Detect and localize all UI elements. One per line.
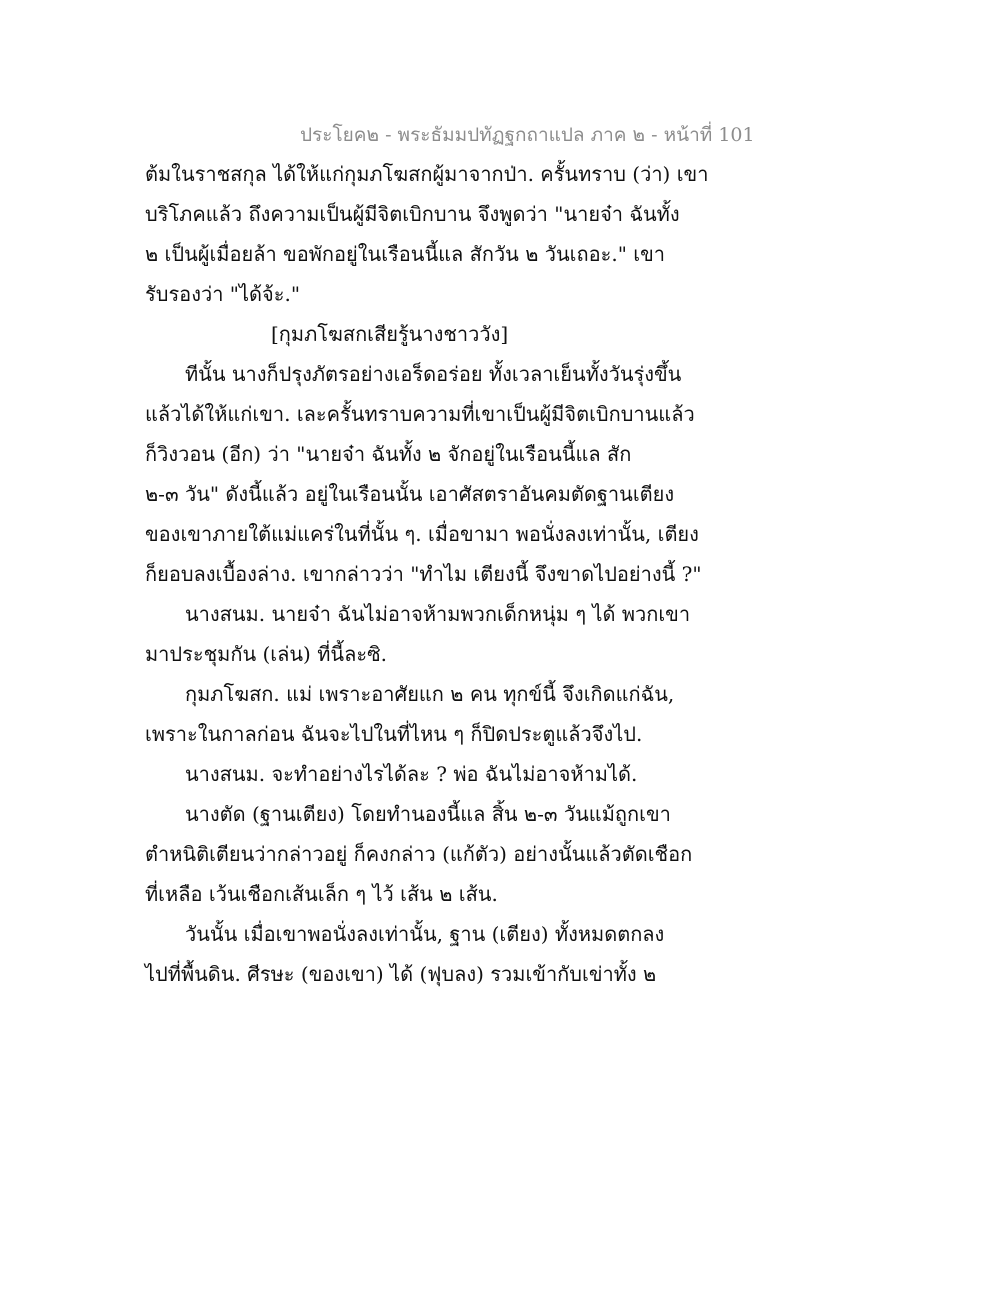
text-line: ของเขาภายใต้แม่แคร่ในที่นั้น ๆ. เมื่อขามา พอนั่งลงเท่านั้น, เตียง — [145, 522, 699, 546]
text-line: บริโภคแล้ว ถึงความเป็นผู้มีจิตเบิกบาน จึงพูดว่า "นายจ๋า ฉันทั้ง — [145, 202, 680, 226]
text-line: แล้วได้ให้แก่เขา. เละครั้นทราบความที่เขาเป็นผู้มีจิตเบิกบานแล้ว — [145, 402, 695, 426]
text-line: รับรองว่า "ได้จ้ะ." — [145, 282, 301, 306]
paragraph-start: นางสนม. นายจ๋า ฉันไม่อาจห้ามพวกเด็กหนุ่ม ๆ ได้ พวกเขา — [185, 602, 691, 626]
paragraph-start: วันนั้น เมื่อเขาพอนั่งลงเท่านั้น, ฐาน (เตียง) ทั้งหมดตกลง — [185, 922, 665, 946]
paragraph-start: นางสนม. จะทำอย่างไรได้ละ ? พ่อ ฉันไม่อาจห้ามได้. — [185, 762, 638, 786]
text-line: มาประชุมกัน (เล่น) ที่นี้ละซิ. — [145, 642, 388, 666]
text-line: ตำหนิติเตียนว่ากล่าวอยู่ ก็คงกล่าว (แก้ตัว) อย่างนั้นแล้วตัดเชือก — [145, 842, 693, 866]
running-header: ประโยค๒ - พระธัมมปทัฏฐกถาแปล ภาค ๒ - หน้าที่ 101 — [300, 124, 755, 146]
text-line: ๒-๓ วัน" ดังนี้แล้ว อยู่ในเรือนนั้น เอาศัสตราอันคมตัดฐานเตียง — [145, 482, 675, 506]
body-text — [145, 154, 709, 994]
text-line: ก็วิงวอน (อีก) ว่า "นายจ๋า ฉันทั้ง ๒ จักอยู่ในเรือนนี้แล สัก — [145, 442, 632, 466]
text-line: เพราะในกาลก่อน ฉันจะไปในที่ไหน ๆ ก็ปิดประตูแล้วจึงไป. — [145, 722, 643, 746]
text-line: ก็ยอบลงเบื้องล่าง. เขากล่าวว่า "ทำไม เตียงนี้ จึงขาดไปอย่างนี้ ?" — [145, 562, 702, 586]
paragraph-start: กุมภโฆสก. แม่ เพราะอาศัยแก ๒ คน ทุกข์นี้ จึงเกิดแก่ฉัน, — [185, 682, 675, 706]
text-line: ที่เหลือ เว้นเชือกเส้นเล็ก ๆ ไว้ เส้น ๒ เส้น. — [145, 882, 498, 906]
paragraph-start: นางตัด (ฐานเตียง) โดยทำนองนี้แล สิ้น ๒-๓ วันแม้ถูกเขา — [185, 802, 671, 826]
paragraph-start: ทีนั้น นางก็ปรุงภัตรอย่างเอร็ดอร่อย ทั้งเวลาเย็นทั้งวันรุ่งขึ้น — [185, 362, 682, 386]
text-line: ต้มในราชสกุล ได้ให้แก่กุมภโฆสกผู้มาจากป่า. ครั้นทราบ (ว่า) เขา — [145, 162, 709, 186]
section-subheading: [กุมภโฆสกเสียรู้นางชาววัง] — [271, 322, 509, 346]
text-line: ๒ เป็นผู้เมื่อยล้า ขอพักอยู่ในเรือนนี้แล สักวัน ๒ วันเถอะ." เขา — [145, 242, 666, 266]
text-line: ไปที่พื้นดิน. ศีรษะ (ของเขา) ได้ (ฟุบลง) รวมเข้ากับเข่าทั้ง ๒ — [145, 962, 657, 986]
